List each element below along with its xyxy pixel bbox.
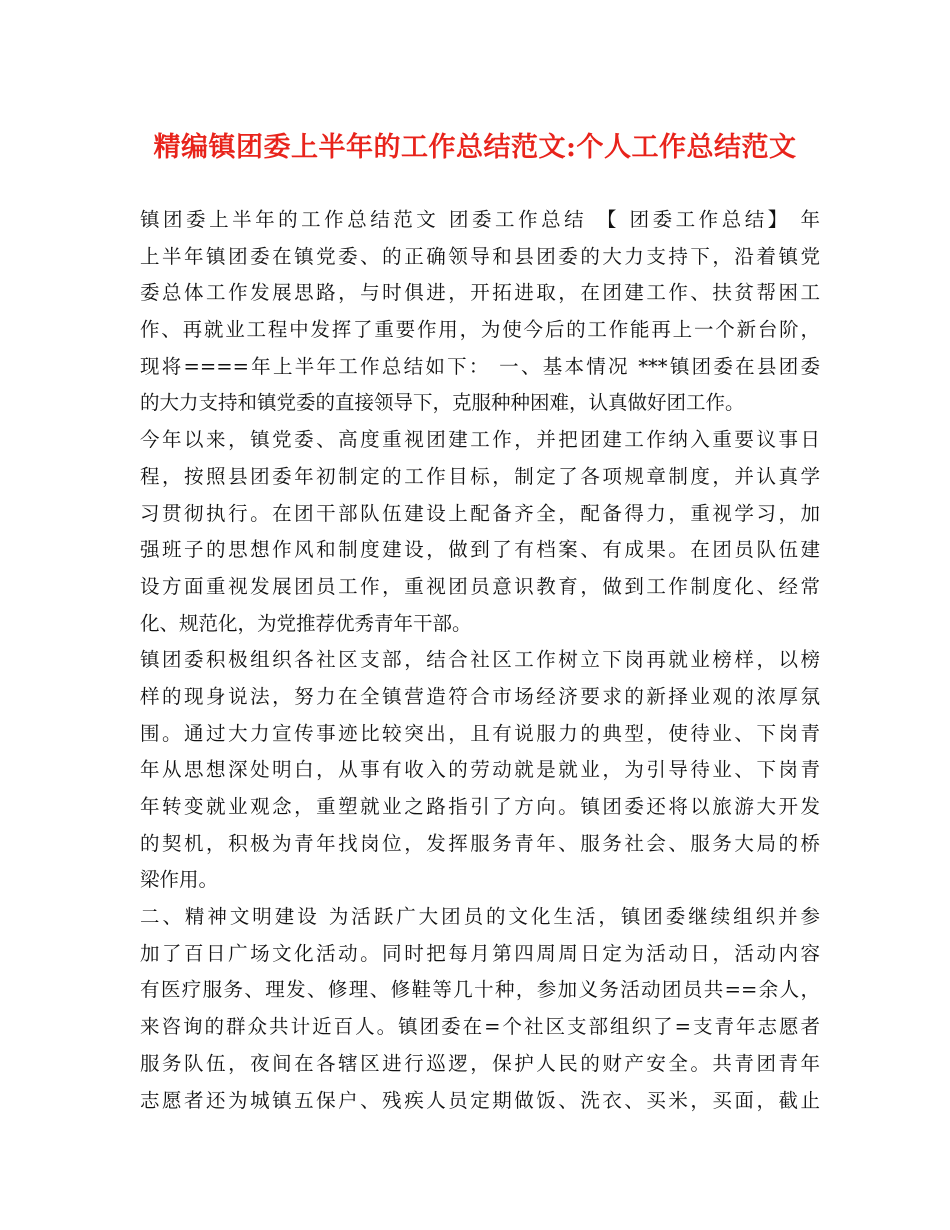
body-line: 围。通过大力宣传事迹比较突出，且有说服力的典型，使待业、下岗青 bbox=[140, 721, 820, 745]
body-line: 作、再就业工程中发挥了重要作用，为使今后的工作能再上一个新台阶， bbox=[140, 318, 820, 342]
body-line: 委总体工作发展思路，与时俱进，开拓进取，在团建工作、扶贫帮困工 bbox=[140, 281, 820, 305]
body-line: 年转变就业观念，重塑就业之路指引了方向。镇团委还将以旅游大开发 bbox=[140, 795, 820, 818]
body-line: 化、规范化，为党推荐优秀青年干部。 bbox=[140, 611, 472, 635]
body-line: 上半年镇团委在镇党委、的正确领导和县团委的大力支持下，沿着镇党 bbox=[140, 244, 820, 268]
body-line: 程，按照县团委年初制定的工作目标，制定了各项规章制度，并认真学 bbox=[140, 464, 820, 488]
body-line: 的大力支持和镇党委的直接领导下，克服种种困难，认真做好团工作。 bbox=[140, 391, 745, 415]
body-line: 二、精神文明建设 为活跃广大团员的文化生活，镇团委继续组织并参 bbox=[140, 905, 820, 929]
body-line: 年从思想深处明白，从事有收入的劳动就是就业，为引导待业、下岗青 bbox=[140, 758, 820, 782]
body-line: 设方面重视发展团员工作，重视团员意识教育，做到工作制度化、经常 bbox=[140, 574, 820, 598]
body-line: 镇团委上半年的工作总结范文 团委工作总结 【 团委工作总结】 年 bbox=[140, 208, 820, 231]
body-line: 的契机，积极为青年找岗位，发挥服务青年、服务社会、服务大局的桥 bbox=[140, 831, 820, 855]
body-line: 现将====年上半年工作总结如下： 一、基本情况 ***镇团委在县团委 bbox=[140, 354, 820, 378]
body-line: 服务队伍，夜间在各辖区进行巡逻，保护人民的财产安全。共青团青年 bbox=[140, 1051, 820, 1075]
body-line: 今年以来，镇党委、高度重视团建工作，并把团建工作纳入重要议事日 bbox=[140, 428, 820, 452]
body-line: 来咨询的群众共计近百人。镇团委在=个社区支部组织了=支青年志愿者 bbox=[140, 1015, 820, 1039]
body-line: 镇团委积极组织各社区支部，结合社区工作树立下岗再就业榜样，以榜 bbox=[140, 648, 820, 672]
body-line: 习贯彻执行。在团干部队伍建设上配备齐全，配备得力，重视学习，加 bbox=[140, 501, 820, 525]
body-line: 加了百日广场文化活动。同时把每月第四周周日定为活动日，活动内容 bbox=[140, 941, 820, 965]
body-line: 强班子的思想作风和制度建设，做到了有档案、有成果。在团员队伍建 bbox=[140, 538, 820, 562]
document-body bbox=[140, 202, 820, 1119]
document-title: 精编镇团委上半年的工作总结范文:个人工作总结范文 bbox=[153, 132, 797, 163]
body-line: 有医疗服务、理发、修理、修鞋等几十种，参加义务活动团员共==余人， bbox=[140, 978, 820, 1002]
body-line: 志愿者还为城镇五保户、残疾人员定期做饭、洗衣、买米，买面，截止 bbox=[140, 1088, 820, 1112]
body-line: 样的现身说法，努力在全镇营造符合市场经济要求的新择业观的浓厚氛 bbox=[140, 684, 820, 708]
body-line: 梁作用。 bbox=[140, 868, 219, 892]
